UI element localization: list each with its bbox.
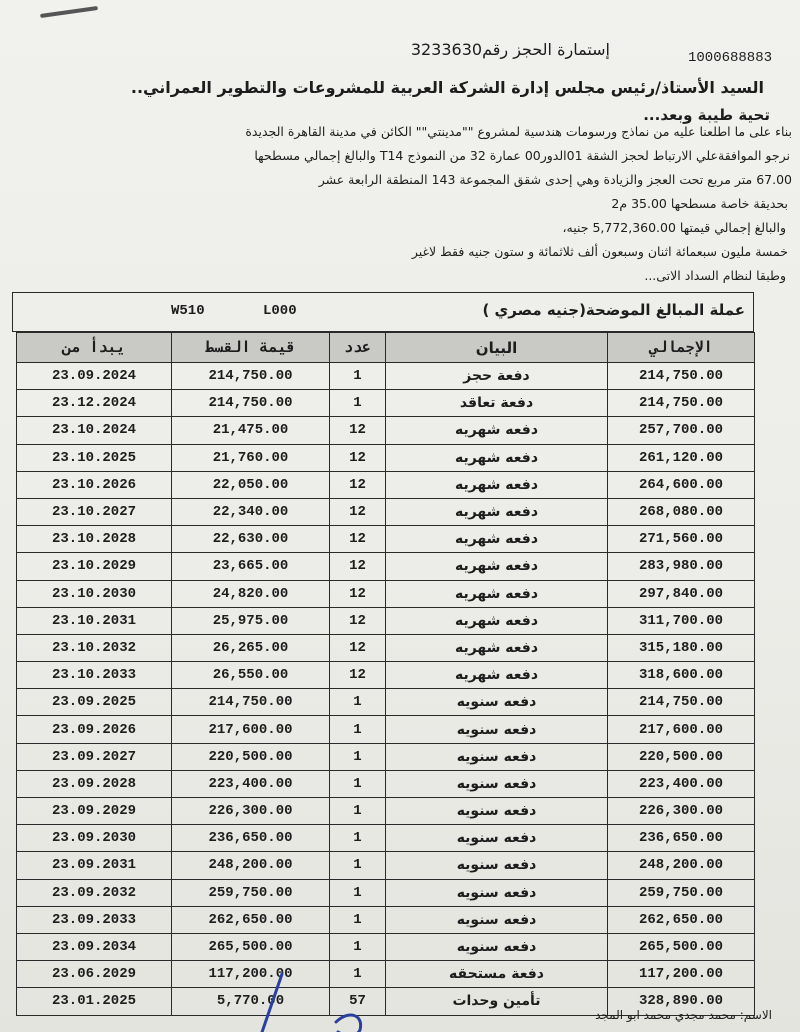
cell-total: 315,180.00 xyxy=(608,634,755,661)
currency-label: عملة المبالغ الموضحة(جنيه مصري ) xyxy=(482,301,745,319)
cell-installment-value: 265,500.00 xyxy=(172,933,330,960)
cell-start-from: 23.06.2029 xyxy=(17,961,172,988)
cell-installment-value: 26,265.00 xyxy=(172,634,330,661)
cell-description: دفعه سنويه xyxy=(386,798,608,825)
table-row xyxy=(17,961,755,988)
table-row xyxy=(17,798,755,825)
table-row xyxy=(17,906,755,933)
body-line: بحديقة خاصة مسطحها 35.00 م2 xyxy=(611,196,788,211)
cell-description: دفعة تعاقد xyxy=(386,390,608,417)
payment-schedule-table xyxy=(16,332,755,1016)
table-row xyxy=(17,553,755,580)
cell-installment-value: 22,630.00 xyxy=(172,526,330,553)
body-line: وطبقا لنظام السداد الاتى... xyxy=(644,268,786,283)
cell-installment-value: 21,475.00 xyxy=(172,417,330,444)
cell-count: 1 xyxy=(330,798,386,825)
cell-description: دفعه شهريه xyxy=(386,471,608,498)
cell-count: 12 xyxy=(330,662,386,689)
pen-scribble xyxy=(240,960,380,1032)
table-row xyxy=(17,526,755,553)
cell-count: 12 xyxy=(330,498,386,525)
cell-start-from: 23.10.2032 xyxy=(17,634,172,661)
table-row xyxy=(17,444,755,471)
cell-count: 1 xyxy=(330,363,386,390)
cell-count: 1 xyxy=(330,961,386,988)
cell-count: 1 xyxy=(330,825,386,852)
cell-total: 257,700.00 xyxy=(608,417,755,444)
cell-count: 1 xyxy=(330,743,386,770)
table-row xyxy=(17,363,755,390)
cell-start-from: 23.12.2024 xyxy=(17,390,172,417)
cell-installment-value: 236,650.00 xyxy=(172,825,330,852)
cell-total: 261,120.00 xyxy=(608,444,755,471)
cell-installment-value: 5,770.00 xyxy=(172,988,330,1015)
cell-start-from: 23.09.2033 xyxy=(17,906,172,933)
cell-description: دفعة حجز xyxy=(386,363,608,390)
cell-total: 264,600.00 xyxy=(608,471,755,498)
cell-description: دفعة مستحقه xyxy=(386,961,608,988)
cell-description: دفعه شهريه xyxy=(386,526,608,553)
cell-description: دفعه شهريه xyxy=(386,607,608,634)
cell-installment-value: 262,650.00 xyxy=(172,906,330,933)
cell-description: دفعه شهريه xyxy=(386,444,608,471)
cell-count: 12 xyxy=(330,607,386,634)
cell-total: 236,650.00 xyxy=(608,825,755,852)
cell-installment-value: 223,400.00 xyxy=(172,770,330,797)
cell-count: 1 xyxy=(330,689,386,716)
cell-count: 57 xyxy=(330,988,386,1015)
cell-installment-value: 23,665.00 xyxy=(172,553,330,580)
document-id: 1000688883 xyxy=(688,50,773,66)
cell-installment-value: 22,340.00 xyxy=(172,498,330,525)
cell-total: 271,560.00 xyxy=(608,526,755,553)
cell-installment-value: 25,975.00 xyxy=(172,607,330,634)
cell-description: دفعه سنويه xyxy=(386,852,608,879)
body-line: 67.00 متر مربع تحت العجز والزيادة وهي إحدى شقق المجموعة 143 المنطقة الرابعة عشر xyxy=(318,172,792,187)
cell-start-from: 23.09.2024 xyxy=(17,363,172,390)
cell-installment-value: 214,750.00 xyxy=(172,390,330,417)
cell-total: 318,600.00 xyxy=(608,662,755,689)
table-row xyxy=(17,634,755,661)
cell-description: دفعه سنويه xyxy=(386,879,608,906)
cell-count: 12 xyxy=(330,444,386,471)
cell-description: دفعه شهريه xyxy=(386,553,608,580)
body-line: خمسة مليون سبعمائة اثنان وسبعون ألف ثلاثمائة و ستون جنيه فقط لاغير xyxy=(411,244,788,259)
cell-count: 1 xyxy=(330,390,386,417)
cell-count: 12 xyxy=(330,553,386,580)
cell-count: 12 xyxy=(330,634,386,661)
cell-installment-value: 22,050.00 xyxy=(172,471,330,498)
cell-description: دفعه سنويه xyxy=(386,825,608,852)
cell-description: دفعه شهريه xyxy=(386,634,608,661)
header-count: عدد xyxy=(330,333,386,363)
cell-total: 214,750.00 xyxy=(608,390,755,417)
cell-description: دفعه سنويه xyxy=(386,906,608,933)
cell-start-from: 23.10.2025 xyxy=(17,444,172,471)
table-row xyxy=(17,933,755,960)
table-row xyxy=(17,498,755,525)
cell-start-from: 23.09.2025 xyxy=(17,689,172,716)
header-total: الإجمالي xyxy=(608,333,755,363)
header-installment-value: قيمة القسط xyxy=(172,333,330,363)
cell-installment-value: 21,760.00 xyxy=(172,444,330,471)
table-row xyxy=(17,471,755,498)
cell-installment-value: 214,750.00 xyxy=(172,689,330,716)
cell-description: دفعه سنويه xyxy=(386,770,608,797)
table-row xyxy=(17,825,755,852)
cell-total: 214,750.00 xyxy=(608,689,755,716)
cell-installment-value: 24,820.00 xyxy=(172,580,330,607)
cell-installment-value: 259,750.00 xyxy=(172,879,330,906)
table-row xyxy=(17,662,755,689)
table-row xyxy=(17,689,755,716)
cell-start-from: 23.10.2029 xyxy=(17,553,172,580)
cell-start-from: 23.09.2029 xyxy=(17,798,172,825)
cell-installment-value: 26,550.00 xyxy=(172,662,330,689)
cell-start-from: 23.09.2027 xyxy=(17,743,172,770)
cell-start-from: 23.09.2026 xyxy=(17,716,172,743)
cell-total: 262,650.00 xyxy=(608,906,755,933)
cell-total: 283,980.00 xyxy=(608,553,755,580)
cell-total: 268,080.00 xyxy=(608,498,755,525)
cell-start-from: 23.09.2032 xyxy=(17,879,172,906)
header-start-from: يبدأ من xyxy=(17,333,172,363)
cell-start-from: 23.09.2034 xyxy=(17,933,172,960)
pen-mark xyxy=(40,6,98,18)
cell-start-from: 23.10.2028 xyxy=(17,526,172,553)
cell-description: تأمين وحدات xyxy=(386,988,608,1015)
body-line: نرجو الموافقةعلي الارتباط لحجز الشقة 01الدور00 عمارة 32 من النموذج T14 والبالغ إجمالي مسطحها xyxy=(254,148,790,163)
cell-count: 1 xyxy=(330,852,386,879)
cell-start-from: 23.01.2025 xyxy=(17,988,172,1015)
cell-installment-value: 214,750.00 xyxy=(172,363,330,390)
cell-installment-value: 117,200.00 xyxy=(172,961,330,988)
cell-description: دفعه سنويه xyxy=(386,716,608,743)
cell-count: 1 xyxy=(330,906,386,933)
cell-start-from: 23.10.2024 xyxy=(17,417,172,444)
table-header-row xyxy=(17,333,755,363)
cell-description: دفعه شهريه xyxy=(386,498,608,525)
cell-count: 1 xyxy=(330,770,386,797)
cell-start-from: 23.10.2027 xyxy=(17,498,172,525)
table-row xyxy=(17,607,755,634)
cell-count: 12 xyxy=(330,526,386,553)
cell-start-from: 23.09.2030 xyxy=(17,825,172,852)
cell-count: 1 xyxy=(330,879,386,906)
cell-start-from: 23.09.2031 xyxy=(17,852,172,879)
cell-total: 259,750.00 xyxy=(608,879,755,906)
cell-start-from: 23.10.2031 xyxy=(17,607,172,634)
cell-total: 226,300.00 xyxy=(608,798,755,825)
cell-total: 297,840.00 xyxy=(608,580,755,607)
cell-start-from: 23.10.2033 xyxy=(17,662,172,689)
form-title: إستمارة الحجز رقم3233630 xyxy=(410,40,610,59)
cell-installment-value: 248,200.00 xyxy=(172,852,330,879)
cell-installment-value: 220,500.00 xyxy=(172,743,330,770)
cell-count: 12 xyxy=(330,580,386,607)
greeting-line: تحية طيبة وبعد... xyxy=(643,106,770,124)
cell-description: دفعه شهريه xyxy=(386,662,608,689)
table-row xyxy=(17,390,755,417)
cell-description: دفعه سنويه xyxy=(386,933,608,960)
addressee-line: السيد الأستاذ/رئيس مجلس إدارة الشركة العربية للمشروعات والتطوير العمراني.. xyxy=(130,78,764,97)
cell-count: 1 xyxy=(330,933,386,960)
table-row xyxy=(17,580,755,607)
cell-count: 12 xyxy=(330,471,386,498)
cell-count: 1 xyxy=(330,716,386,743)
body-line: بناء على ما اطلعنا عليه من نماذج ورسومات هندسية لمشروع ""مدينتي"" الكائن في مدينة القاهرة الجديدة xyxy=(245,124,792,139)
code-w510: W510 xyxy=(171,303,205,319)
cell-description: دفعه سنويه xyxy=(386,689,608,716)
cell-total: 223,400.00 xyxy=(608,770,755,797)
table-row xyxy=(17,770,755,797)
table-row xyxy=(17,716,755,743)
cell-total: 220,500.00 xyxy=(608,743,755,770)
cell-installment-value: 217,600.00 xyxy=(172,716,330,743)
code-l000: L000 xyxy=(263,303,297,319)
cell-count: 12 xyxy=(330,417,386,444)
cell-installment-value: 226,300.00 xyxy=(172,798,330,825)
table-row xyxy=(17,879,755,906)
cell-total: 311,700.00 xyxy=(608,607,755,634)
cell-start-from: 23.10.2030 xyxy=(17,580,172,607)
customer-name: الاسم: محمد مجدي محمد ابو المجد xyxy=(595,1008,772,1022)
table-row xyxy=(17,852,755,879)
cell-total: 328,890.00 xyxy=(608,988,755,1015)
header-description: البيان xyxy=(386,333,608,363)
currency-header-box xyxy=(12,292,754,332)
cell-description: دفعه شهريه xyxy=(386,417,608,444)
cell-start-from: 23.10.2026 xyxy=(17,471,172,498)
cell-total: 248,200.00 xyxy=(608,852,755,879)
body-line: والبالغ إجمالي قيمتها 5,772,360.00 جنيه، xyxy=(562,220,786,235)
table-row xyxy=(17,743,755,770)
cell-description: دفعه شهريه xyxy=(386,580,608,607)
cell-total: 265,500.00 xyxy=(608,933,755,960)
cell-total: 214,750.00 xyxy=(608,363,755,390)
table-row xyxy=(17,417,755,444)
cell-start-from: 23.09.2028 xyxy=(17,770,172,797)
cell-total: 117,200.00 xyxy=(608,961,755,988)
cell-description: دفعه سنويه xyxy=(386,743,608,770)
cell-total: 217,600.00 xyxy=(608,716,755,743)
